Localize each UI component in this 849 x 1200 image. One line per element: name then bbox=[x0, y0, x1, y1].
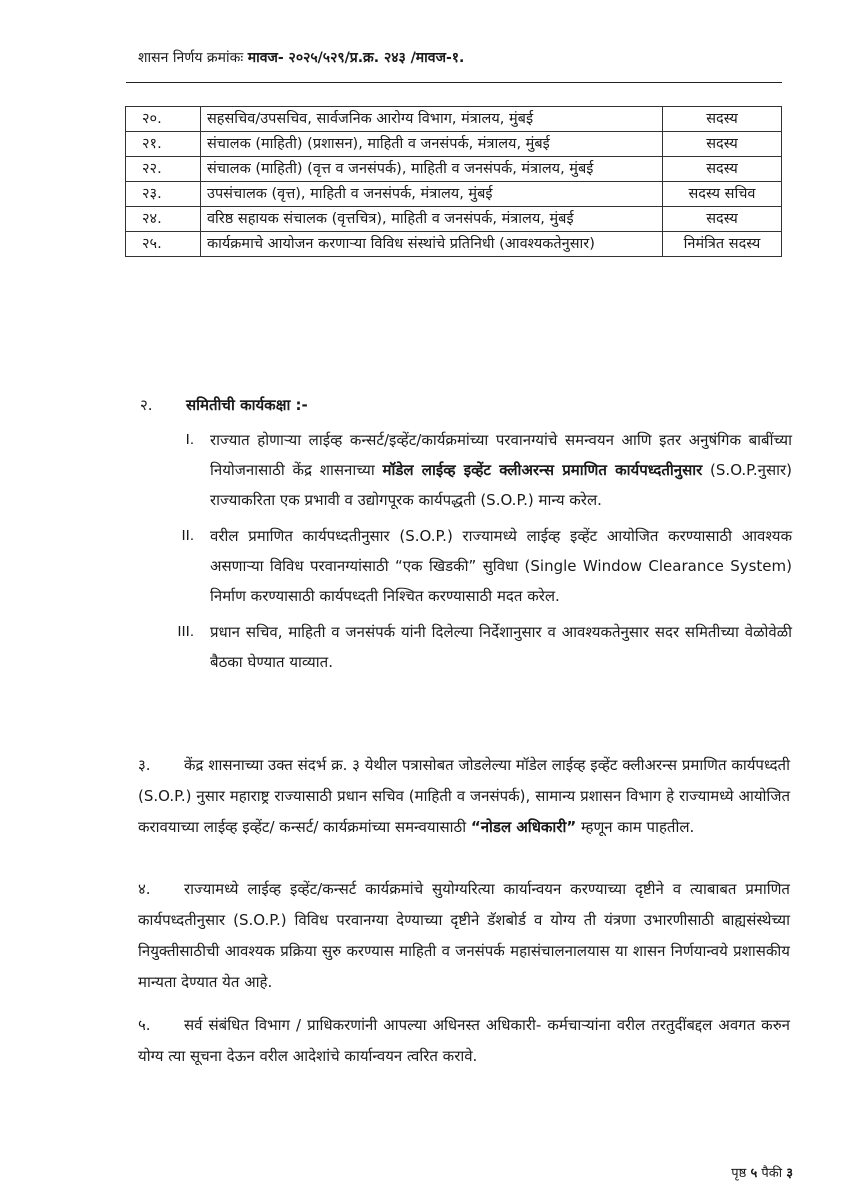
paragraph-5: ५. सर्व संबंधित विभाग / प्राधिकरणांनी आपल्या अधिनस्त अधिकारी- कर्मचाऱ्यांना वरील तरतुदींबद्दल अवगत करुन योग्य त्या सूचना देऊन वरील आदेशांचे कार्यान्वयन त्वरित करावे. bbox=[138, 1016, 790, 1065]
table-cell-role: सदस्य bbox=[663, 107, 782, 132]
table-cell-number: २३. bbox=[126, 182, 201, 207]
table-cell-number: २५. bbox=[126, 232, 201, 257]
table-row bbox=[126, 232, 782, 257]
terms-of-reference-list bbox=[150, 425, 792, 683]
list-item-marker: II. bbox=[181, 527, 194, 544]
section-2-number: २. bbox=[140, 396, 153, 414]
table-cell-number: २२. bbox=[126, 157, 201, 182]
table-cell-number: २४. bbox=[126, 207, 201, 232]
list-item-marker: III. bbox=[177, 623, 194, 640]
page-number: पृष्ठ ५ पैकी ३ bbox=[731, 1166, 793, 1181]
committee-members-table bbox=[125, 106, 782, 257]
table-row bbox=[126, 157, 782, 182]
document-header bbox=[138, 48, 464, 67]
table-cell-designation: उपसंचालक (वृत्त), माहिती व जनसंपर्क, मंत्रालय, मुंबई bbox=[201, 182, 663, 207]
table-row bbox=[126, 107, 782, 132]
list-item: III. प्रधान सचिव, माहिती व जनसंपर्क यांनी दिलेल्या निर्देशानुसार व आवश्यकतेनुसार सदर समितीच्या वेळोवेळी बैठका घेण्यात याव्यात. bbox=[150, 617, 792, 677]
table-row bbox=[126, 207, 782, 232]
paragraph-4: ४. राज्यामध्ये लाईव्ह इव्हेंट/कन्सर्ट कार्यक्रमांचे सुयोग्यरित्या कार्यान्वयन करण्याच्या दृष्टीने व त्याबाबत प्रमाणित कार्यपध्दतीनुसार (S.O.P.) विविध परवानग्या देण्याच्या दृष्टीने डॅशबोर्ड व योग्य ती यंत्रणा उभारणीसाठी बाह्यसंस्थेच्या नियुक्तीसाठीची आवश्यक प्रक्रिया सुरु करण्यास माहिती व जनसंपर्क महासंचालनालयास या शासन निर्णयान्वये प्रशासकीय मान्यता देण्यात येत आहे. bbox=[138, 880, 790, 991]
header-label: शासन निर्णय क्रमांकः bbox=[138, 50, 248, 66]
table-cell-designation: वरिष्ठ सहायक संचालक (वृत्तचित्र), माहिती व जनसंपर्क, मंत्रालय, मुंबई bbox=[201, 207, 663, 232]
table-cell-designation: संचालक (माहिती) (प्रशासन), माहिती व जनसंपर्क, मंत्रालय, मुंबई bbox=[201, 132, 663, 157]
table-cell-role: सदस्य bbox=[663, 207, 782, 232]
section-2-title: समितीची कार्यकक्षा :- bbox=[186, 396, 308, 414]
list-item: I. राज्यात होणाऱ्या लाईव्ह कन्सर्ट/इव्हेंट/कार्यक्रमांच्या परवानग्यांचे समन्वयन आणि इतर अनुषंगिक बाबींच्या नियोजनासाठी केंद्र शासनाच्या मॉडेल लाईव्ह इव्हेंट क्लीअरन्स प्रमाणित कार्यपध्दतीनुसार (S.O.P.नुसार) राज्याकरिता एक प्रभावी व उद्योगपूरक कार्यपद्धती (S.O.P.) मान्य करेल. bbox=[150, 425, 792, 515]
table-row bbox=[126, 132, 782, 157]
table-cell-role: सदस्य bbox=[663, 157, 782, 182]
list-item: II. वरील प्रमाणित कार्यपध्दतीनुसार (S.O.P.) राज्यामध्ये लाईव्ह इव्हेंट आयोजित करण्यासाठी आवश्यक असणाऱ्या विविध परवानग्यांसाठी “एक खिडकी” सुविधा (Single Window Clearance System) निर्माण करण्यासाठी कार्यपध्दती निश्चित करण्यासाठी मदत करेल. bbox=[150, 521, 792, 611]
table-cell-number: २०. bbox=[126, 107, 201, 132]
table-cell-number: २१. bbox=[126, 132, 201, 157]
paragraph-3: ३. केंद्र शासनाच्या उक्त संदर्भ क्र. ३ येथील पत्रासोबत जोडलेल्या मॉडेल लाईव्ह इव्हेंट क्लीअरन्स प्रमाणित कार्यपध्दती (S.O.P.) नुसार महाराष्ट्र राज्यासाठी प्रधान सचिव (माहिती व जनसंपर्क), सामान्य प्रशासन विभाग हे राज्यामध्ये आयोजित करावयाच्या लाईव्ह इव्हेंट/ कन्सर्ट/ कार्यक्रमांच्या समन्वयासाठी “नोडल अधिकारी” म्हणून काम पाहतील. bbox=[138, 756, 790, 836]
table-row bbox=[126, 182, 782, 207]
table-cell-designation: संचालक (माहिती) (वृत्त व जनसंपर्क), माहिती व जनसंपर्क, मंत्रालय, मुंबई bbox=[201, 157, 663, 182]
list-item-marker: I. bbox=[185, 431, 194, 448]
header-number: मावज- २०२५/५२९/प्र.क्र. २४३ /मावज-१. bbox=[247, 50, 465, 66]
table-cell-designation: सहसचिव/उपसचिव, सार्वजनिक आरोग्य विभाग, मंत्रालय, मुंबई bbox=[201, 107, 663, 132]
table-cell-designation: कार्यक्रमाचे आयोजन करणाऱ्या विविध संस्थांचे प्रतिनिधी (आवश्यकतेनुसार) bbox=[201, 232, 663, 257]
table-cell-role: सदस्य bbox=[663, 132, 782, 157]
header-divider bbox=[126, 82, 782, 83]
table-cell-role: सदस्य सचिव bbox=[663, 182, 782, 207]
table-cell-role: निमंत्रित सदस्य bbox=[663, 232, 782, 257]
